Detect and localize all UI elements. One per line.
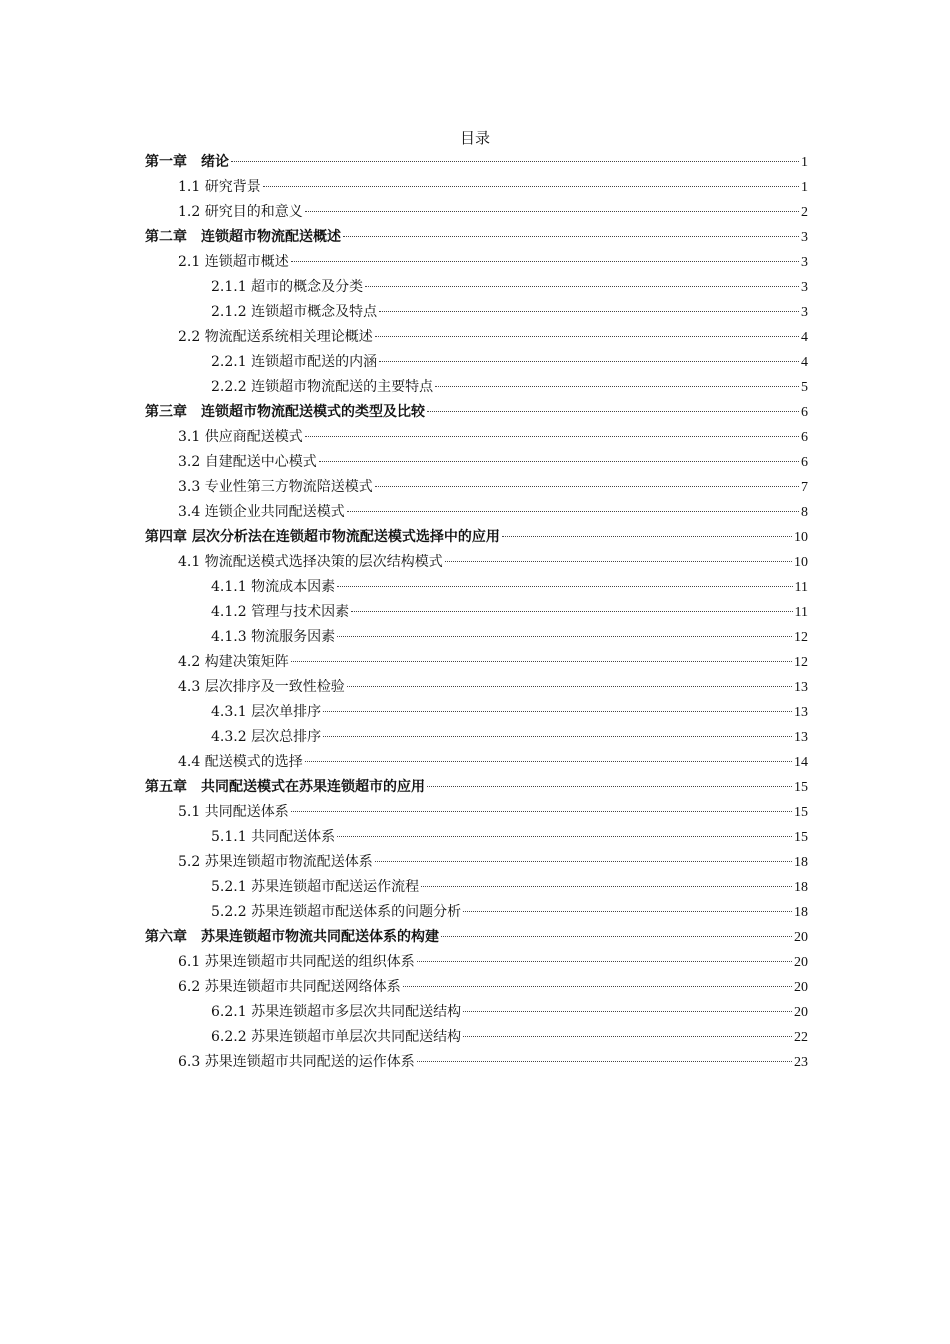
toc-entry[interactable] bbox=[145, 177, 808, 202]
toc-page-number: 10 bbox=[794, 530, 808, 545]
dot-leader bbox=[421, 886, 792, 887]
toc-page-number: 15 bbox=[794, 780, 808, 795]
dot-leader bbox=[375, 861, 792, 862]
toc-page-number: 8 bbox=[801, 505, 808, 520]
dot-leader bbox=[291, 811, 792, 812]
dot-leader bbox=[319, 461, 799, 462]
toc-entry-label: 1.2 研究目的和意义 bbox=[178, 204, 303, 220]
dot-leader bbox=[337, 636, 792, 637]
toc-entry[interactable] bbox=[145, 702, 808, 727]
toc-page-number: 7 bbox=[801, 480, 808, 495]
toc-entry[interactable] bbox=[145, 627, 808, 652]
dot-leader bbox=[365, 286, 799, 287]
dot-leader bbox=[502, 536, 792, 537]
toc-page-number: 6 bbox=[801, 430, 808, 445]
toc-entry[interactable] bbox=[145, 602, 808, 627]
toc-entry-label: 4.2 构建决策矩阵 bbox=[178, 654, 289, 670]
toc-page-number: 11 bbox=[794, 605, 808, 620]
toc-entry[interactable] bbox=[145, 977, 808, 1002]
dot-leader bbox=[463, 911, 792, 912]
dot-leader bbox=[379, 361, 799, 362]
page-title: 目录 bbox=[459, 129, 490, 147]
toc-entry[interactable] bbox=[145, 427, 808, 452]
dot-leader bbox=[305, 761, 792, 762]
toc-entry-label: 第二章 连锁超市物流配送概述 bbox=[145, 229, 341, 245]
dot-leader bbox=[463, 1011, 792, 1012]
toc-page-number: 22 bbox=[794, 1030, 808, 1045]
dot-leader bbox=[291, 661, 792, 662]
toc-entry[interactable] bbox=[145, 477, 808, 502]
toc-entry[interactable] bbox=[145, 552, 808, 577]
toc-entry-label: 4.3.2 层次总排序 bbox=[211, 729, 322, 745]
toc-page-number: 20 bbox=[794, 980, 808, 995]
toc-page-number: 3 bbox=[801, 280, 808, 295]
dot-leader bbox=[347, 686, 792, 687]
toc-page-number: 6 bbox=[801, 405, 808, 420]
toc-page-number: 3 bbox=[801, 305, 808, 320]
toc-page-number: 13 bbox=[794, 680, 808, 695]
dot-leader bbox=[375, 336, 799, 337]
toc-entry[interactable] bbox=[145, 952, 808, 977]
toc-entry[interactable] bbox=[145, 652, 808, 677]
dot-leader bbox=[375, 486, 799, 487]
toc-entry[interactable] bbox=[145, 852, 808, 877]
dot-leader bbox=[231, 161, 799, 162]
toc-entry-label: 2.1 连锁超市概述 bbox=[178, 254, 289, 270]
toc-page-number: 1 bbox=[801, 155, 808, 170]
dot-leader bbox=[337, 586, 792, 587]
toc-page-number: 23 bbox=[794, 1055, 808, 1070]
toc-entry-label: 5.2 苏果连锁超市物流配送体系 bbox=[178, 854, 373, 870]
toc-entry-label: 5.2.2 苏果连锁超市配送体系的问题分析 bbox=[211, 904, 462, 920]
toc-entry[interactable] bbox=[145, 927, 808, 952]
toc-page-number: 13 bbox=[794, 730, 808, 745]
toc-entry-label: 6.3 苏果连锁超市共同配送的运作体系 bbox=[178, 1054, 415, 1070]
toc-entry-label: 2.1.2 连锁超市概念及特点 bbox=[211, 304, 378, 320]
dot-leader bbox=[351, 611, 792, 612]
toc-page-number: 13 bbox=[794, 705, 808, 720]
dot-leader bbox=[463, 1036, 792, 1037]
toc-entry[interactable] bbox=[145, 877, 808, 902]
toc-page-number: 18 bbox=[794, 855, 808, 870]
toc-page-number: 18 bbox=[794, 880, 808, 895]
dot-leader bbox=[403, 986, 792, 987]
toc-entry[interactable] bbox=[145, 1002, 808, 1027]
toc-entry-label: 5.1 共同配送体系 bbox=[178, 804, 289, 820]
toc-entry[interactable] bbox=[145, 727, 808, 752]
toc-page-number: 20 bbox=[794, 930, 808, 945]
toc-entry-label: 第六章 苏果连锁超市物流共同配送体系的构建 bbox=[145, 929, 439, 945]
toc-entry[interactable] bbox=[145, 452, 808, 477]
toc-entry[interactable] bbox=[145, 352, 808, 377]
toc-entry-label: 第四章 层次分析法在连锁超市物流配送模式选择中的应用 bbox=[145, 529, 500, 545]
toc-page-number: 15 bbox=[794, 830, 808, 845]
dot-leader bbox=[337, 836, 792, 837]
toc-entry-label: 6.2.2 苏果连锁超市单层次共同配送结构 bbox=[211, 1029, 462, 1045]
dot-leader bbox=[441, 936, 792, 937]
dot-leader bbox=[417, 961, 792, 962]
toc-entry[interactable] bbox=[145, 752, 808, 777]
toc-entry[interactable] bbox=[145, 527, 808, 552]
toc-entry[interactable] bbox=[145, 577, 808, 602]
toc-entry-label: 1.1 研究背景 bbox=[178, 179, 261, 195]
toc-entry-label: 4.1.2 管理与技术因素 bbox=[211, 604, 350, 620]
toc-entry-label: 6.2.1 苏果连锁超市多层次共同配送结构 bbox=[211, 1004, 462, 1020]
toc-entry-label: 6.2 苏果连锁超市共同配送网络体系 bbox=[178, 979, 401, 995]
dot-leader bbox=[323, 736, 792, 737]
toc-entry[interactable] bbox=[145, 802, 808, 827]
toc-entry[interactable] bbox=[145, 277, 808, 302]
toc-page-number: 4 bbox=[801, 355, 808, 370]
toc-entry-label: 2.2.1 连锁超市配送的内涵 bbox=[211, 354, 378, 370]
dot-leader bbox=[445, 561, 792, 562]
toc-page-number: 12 bbox=[794, 630, 808, 645]
toc-entry-label: 3.4 连锁企业共同配送模式 bbox=[178, 504, 345, 520]
toc-page-number: 15 bbox=[794, 805, 808, 820]
toc-entry-label: 3.3 专业性第三方物流陪送模式 bbox=[178, 479, 373, 495]
toc-entry[interactable] bbox=[145, 252, 808, 277]
toc-entry[interactable] bbox=[145, 902, 808, 927]
toc-entry[interactable] bbox=[145, 827, 808, 852]
toc-entry-label: 5.2.1 苏果连锁超市配送运作流程 bbox=[211, 879, 420, 895]
toc-entry[interactable] bbox=[145, 402, 808, 427]
toc-entry[interactable] bbox=[145, 302, 808, 327]
toc-page-number: 1 bbox=[801, 180, 808, 195]
toc-page-number: 2 bbox=[801, 205, 808, 220]
toc-page-number: 20 bbox=[794, 1005, 808, 1020]
toc-page-number: 5 bbox=[801, 380, 808, 395]
toc-entry[interactable] bbox=[145, 227, 808, 252]
toc-entry-label: 第五章 共同配送模式在苏果连锁超市的应用 bbox=[145, 779, 425, 795]
toc-entry-label: 6.1 苏果连锁超市共同配送的组织体系 bbox=[178, 954, 415, 970]
toc-entry[interactable] bbox=[145, 327, 808, 352]
dot-leader bbox=[427, 786, 792, 787]
toc-page-number: 20 bbox=[794, 955, 808, 970]
toc-entry-label: 4.3 层次排序及一致性检验 bbox=[178, 679, 345, 695]
toc-entry-label: 4.1 物流配送模式选择决策的层次结构模式 bbox=[178, 554, 443, 570]
dot-leader bbox=[347, 511, 799, 512]
toc-page-number: 14 bbox=[794, 755, 808, 770]
dot-leader bbox=[305, 211, 799, 212]
toc-page-number: 6 bbox=[801, 455, 808, 470]
dot-leader bbox=[263, 186, 799, 187]
dot-leader bbox=[427, 411, 799, 412]
dot-leader bbox=[435, 386, 799, 387]
toc-entry-label: 3.2 自建配送中心模式 bbox=[178, 454, 317, 470]
dot-leader bbox=[305, 436, 799, 437]
toc-entry[interactable] bbox=[145, 677, 808, 702]
toc-entry[interactable] bbox=[145, 1027, 808, 1052]
toc-page-number: 11 bbox=[794, 580, 808, 595]
toc-entry[interactable] bbox=[145, 1052, 808, 1077]
toc-entry-label: 4.3.1 层次单排序 bbox=[211, 704, 322, 720]
dot-leader bbox=[379, 311, 799, 312]
toc-entry[interactable] bbox=[145, 202, 808, 227]
toc-entry-label: 第一章 绪论 bbox=[145, 154, 229, 170]
toc-page-number: 3 bbox=[801, 255, 808, 270]
toc-entry-label: 4.4 配送模式的选择 bbox=[178, 754, 303, 770]
toc-entry-label: 2.2 物流配送系统相关理论概述 bbox=[178, 329, 373, 345]
toc-entry-label: 4.1.3 物流服务因素 bbox=[211, 629, 336, 645]
toc-page-number: 4 bbox=[801, 330, 808, 345]
dot-leader bbox=[323, 711, 792, 712]
toc-page-number: 18 bbox=[794, 905, 808, 920]
toc-entry-label: 2.2.2 连锁超市物流配送的主要特点 bbox=[211, 379, 434, 395]
toc-entry[interactable] bbox=[145, 377, 808, 402]
toc-entry-label: 2.1.1 超市的概念及分类 bbox=[211, 279, 364, 295]
toc-entry[interactable] bbox=[145, 152, 808, 177]
toc-entry[interactable] bbox=[145, 777, 808, 802]
toc-entry-label: 第三章 连锁超市物流配送模式的类型及比较 bbox=[145, 404, 425, 420]
toc-page-number: 3 bbox=[801, 230, 808, 245]
dot-leader bbox=[291, 261, 799, 262]
toc-entry-label: 4.1.1 物流成本因素 bbox=[211, 579, 336, 595]
toc-page-number: 12 bbox=[794, 655, 808, 670]
table-of-contents bbox=[145, 152, 808, 1077]
dot-leader bbox=[417, 1061, 792, 1062]
toc-page-number: 10 bbox=[794, 555, 808, 570]
toc-entry-label: 5.1.1 共同配送体系 bbox=[211, 829, 336, 845]
toc-entry-label: 3.1 供应商配送模式 bbox=[178, 429, 303, 445]
dot-leader bbox=[343, 236, 799, 237]
toc-entry[interactable] bbox=[145, 502, 808, 527]
